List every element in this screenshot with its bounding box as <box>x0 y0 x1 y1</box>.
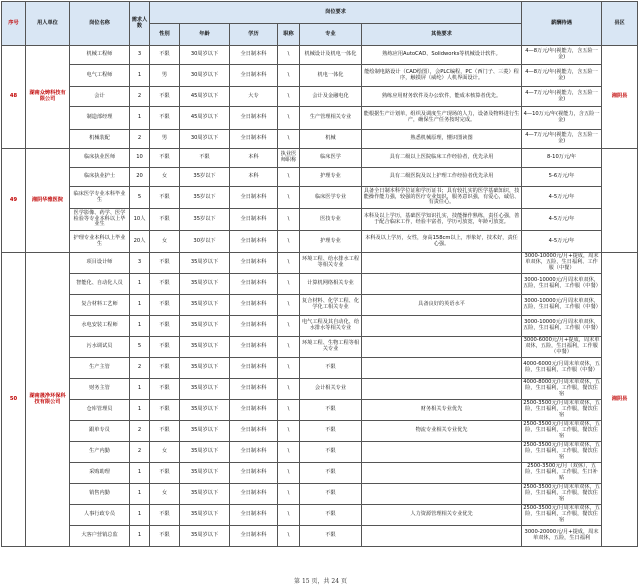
job-age: 35周岁以下 <box>180 274 230 295</box>
job-num: 1 <box>130 400 150 421</box>
job-other: 熟练应用AutoCAD、Solidworks等机械设计软件。 <box>362 46 522 65</box>
job-age: 35周岁以下 <box>180 295 230 316</box>
job-title: \ <box>278 337 300 358</box>
job-other: 财务相关专业优先 <box>362 400 522 421</box>
header-post: 岗位名称 <box>70 2 130 46</box>
job-title: \ <box>278 253 300 274</box>
job-post: 大客户营销总监 <box>70 526 130 547</box>
table-row <box>2 168 638 187</box>
job-pay: 4-5万元/年 <box>522 231 602 253</box>
job-other <box>362 442 522 463</box>
job-pay: 4—7万元/年(视能力，含五险一金) <box>522 87 602 107</box>
job-major: 护理专业 <box>300 168 362 187</box>
table-row <box>2 337 638 358</box>
job-other <box>362 274 522 295</box>
company-name: 湘阴华雅医院 <box>26 149 70 253</box>
job-gender: 不限 <box>150 253 180 274</box>
job-edu: 全日制本科 <box>230 463 278 484</box>
job-age: 35岁以下 <box>180 209 230 231</box>
job-other <box>362 358 522 379</box>
job-major: 临床医学专业 <box>300 187 362 209</box>
job-num: 1 <box>130 274 150 295</box>
job-major: 临床医学 <box>300 149 362 168</box>
job-num: 20 <box>130 168 150 187</box>
header-num: 需求人数 <box>130 2 150 46</box>
job-other: 具有二级医院及以上护理工作经验者优先录用 <box>362 168 522 187</box>
job-edu: 全日制本科 <box>230 253 278 274</box>
job-edu: 全日制本科 <box>230 295 278 316</box>
table-row <box>2 484 638 505</box>
job-num: 10 <box>130 149 150 168</box>
job-major: 护理专业 <box>300 231 362 253</box>
job-title: \ <box>278 421 300 442</box>
job-gender: 不限 <box>150 400 180 421</box>
job-title: \ <box>278 231 300 253</box>
job-gender: 不限 <box>150 149 180 168</box>
job-age: 30周岁以下 <box>180 130 230 149</box>
table-row <box>2 149 638 168</box>
job-post: 机械工程师 <box>70 46 130 65</box>
job-gender: 不限 <box>150 209 180 231</box>
table-row <box>2 400 638 421</box>
job-edu: 本科 <box>230 149 278 168</box>
job-pay: 3000-10000元/月周末单双休，五险，生日福利，工作服（中餐） <box>522 274 602 295</box>
job-other <box>362 316 522 337</box>
job-major: 机械设计及机电一体化 <box>300 46 362 65</box>
job-age: 30周岁以下 <box>180 46 230 65</box>
header-county: 县区 <box>602 2 638 46</box>
job-post: 项目设计师 <box>70 253 130 274</box>
job-major: 计算机网络相关专业 <box>300 274 362 295</box>
job-num: 1 <box>130 484 150 505</box>
header-major: 专业 <box>300 24 362 46</box>
company-seq: 48 <box>2 46 26 149</box>
job-gender: 不限 <box>150 505 180 526</box>
job-post: 跟单专员 <box>70 421 130 442</box>
job-edu: 全日制本科 <box>230 337 278 358</box>
job-num: 1 <box>130 463 150 484</box>
table-row <box>2 295 638 316</box>
job-other: 本科及以上学历，女性，身高158cm以上，形象好，技术好，责任心强。 <box>362 231 522 253</box>
job-gender: 女 <box>150 168 180 187</box>
table-row <box>2 107 638 130</box>
job-edu: 全日制本科 <box>230 358 278 379</box>
job-age: 45周岁以下 <box>180 107 230 130</box>
job-major: 环境工程、生物工程等相关专业 <box>300 337 362 358</box>
job-pay: 2500-3500元/月周末单双休，五险，生日福利，工作服，餐饮住宿 <box>522 442 602 463</box>
job-gender: 不限 <box>150 526 180 547</box>
job-edu: 全日制本科 <box>230 484 278 505</box>
job-post: 医学影像、药学、医学检验等专业本科以上毕业生 <box>70 209 130 231</box>
job-post: 财务主管 <box>70 379 130 400</box>
job-edu: 全日制本科 <box>230 379 278 400</box>
job-other <box>362 463 522 484</box>
job-pay: 2500-3500元/月周末单双休，五险，生日福利，工作服，餐饮住宿 <box>522 421 602 442</box>
header-req-group: 岗位要求 <box>150 2 522 24</box>
job-post: 机械装配 <box>70 130 130 149</box>
job-num: 2 <box>130 358 150 379</box>
job-pay: 4—8万元/年(视能力，含五险一金) <box>522 65 602 87</box>
job-age: 35周岁以下 <box>180 442 230 463</box>
job-major: 会计及金融电化 <box>300 87 362 107</box>
job-pay: 3000-6000元/月+提成，周末单双休，五险，生日福利，工作服（中餐） <box>522 337 602 358</box>
job-gender: 不限 <box>150 358 180 379</box>
job-major: 不限 <box>300 442 362 463</box>
job-num: 1 <box>130 526 150 547</box>
job-num: 10人 <box>130 209 150 231</box>
job-other: 能根据生产计划单，组织及调度生产现场的人力，设备及物料进行生产，确保生产任务按时完成。 <box>362 107 522 130</box>
job-edu: 全日制本科 <box>230 46 278 65</box>
header-unit: 用人单位 <box>26 2 70 46</box>
job-post: 会计 <box>70 87 130 107</box>
job-other: 物流专业相关专业优先 <box>362 421 522 442</box>
job-post: 水电安装工程师 <box>70 316 130 337</box>
job-gender: 不限 <box>150 463 180 484</box>
job-age: 不限 <box>180 149 230 168</box>
table-row <box>2 274 638 295</box>
job-other <box>362 484 522 505</box>
table-row <box>2 65 638 87</box>
job-pay: 4000-6000元/月周末单双休，五险，生日福利，工作服（中餐） <box>522 358 602 379</box>
job-num: 1 <box>130 505 150 526</box>
job-gender: 不限 <box>150 316 180 337</box>
job-pay: 2500-3500元/月周末单双休，五险，生日福利，工作服，餐饮住宿 <box>522 484 602 505</box>
job-major: 不限 <box>300 421 362 442</box>
job-other <box>362 379 522 400</box>
job-edu: 全日制本科 <box>230 505 278 526</box>
job-pay: 4000-8000元/月周末单双休，五险，生日福利，工作服，餐饮住宿 <box>522 379 602 400</box>
header-pay: 薪酬待遇 <box>522 2 602 46</box>
job-age: 35周岁以下 <box>180 337 230 358</box>
job-other <box>362 337 522 358</box>
job-edu: 全日制本科 <box>230 65 278 87</box>
company-name: 湖南晟净环保科技有限公司 <box>26 253 70 547</box>
table-row <box>2 505 638 526</box>
job-edu: 全日制本科 <box>230 130 278 149</box>
job-age: 35岁以下 <box>180 168 230 187</box>
job-edu: 全日制本科 <box>230 442 278 463</box>
job-other: 熟悉机械原理，懂识图读图 <box>362 130 522 149</box>
job-num: 1 <box>130 379 150 400</box>
job-title: \ <box>278 274 300 295</box>
job-title: \ <box>278 379 300 400</box>
job-pay: 4-5万元/年 <box>522 187 602 209</box>
job-pay: 4-5万元/年 <box>522 209 602 231</box>
job-gender: 不限 <box>150 107 180 130</box>
job-pay: 3000-10000元/月周末单双休，五险，生日福利，工作服（中餐） <box>522 295 602 316</box>
job-title: \ <box>278 46 300 65</box>
job-gender: 不限 <box>150 187 180 209</box>
job-age: 35周岁以下 <box>180 463 230 484</box>
job-num: 2 <box>130 442 150 463</box>
header-gender: 性别 <box>150 24 180 46</box>
job-major: 复合材料、化学工程、化学化工相关专业 <box>300 295 362 316</box>
job-major: 机械 <box>300 130 362 149</box>
job-pay: 4—7万元/年(视能力，含五险一金) <box>522 130 602 149</box>
job-num: 1 <box>130 65 150 87</box>
job-title: \ <box>278 130 300 149</box>
table-row <box>2 46 638 65</box>
job-edu: 全日制本科 <box>230 316 278 337</box>
job-gender: 女 <box>150 231 180 253</box>
job-num: 2 <box>130 130 150 149</box>
company-county: 湘阴县 <box>602 46 638 149</box>
job-other: 熟练应用财务软件及办公软件，能成本核算者优先。 <box>362 87 522 107</box>
job-title: \ <box>278 484 300 505</box>
job-title: \ <box>278 65 300 87</box>
company-county: 湘阴县 <box>602 253 638 547</box>
job-age: 35周岁以下 <box>180 526 230 547</box>
job-pay: 3000-10000元/月周末单双休，五险，生日福利，工作服（中餐） <box>522 316 602 337</box>
job-age: 30周岁以下 <box>180 65 230 87</box>
table-row <box>2 87 638 107</box>
job-post: 人事行政专员 <box>70 505 130 526</box>
job-pay: 2500-3500元/月周末单双休，五险，生日福利，工作服，餐饮住宿 <box>522 505 602 526</box>
job-title: 执业医师职称 <box>278 149 300 168</box>
job-major: 医技专业 <box>300 209 362 231</box>
job-age: 35周岁以下 <box>180 400 230 421</box>
job-age: 35周岁以下 <box>180 253 230 274</box>
job-age: 35周岁以下 <box>180 505 230 526</box>
job-num: 1 <box>130 316 150 337</box>
job-gender: 不限 <box>150 46 180 65</box>
company-county <box>602 149 638 253</box>
recruitment-table <box>1 1 638 547</box>
job-pay: 2500-3500元/月周末单双休，五险，生日福利，工作服，餐饮住宿 <box>522 400 602 421</box>
job-title: \ <box>278 316 300 337</box>
table-row <box>2 253 638 274</box>
job-other: 本科及以上学历，基础医学知识扎实，技能操作熟练，责任心强，善于配合临床工作，经验丰富者，学历可放宽，年龄可放宽。 <box>362 209 522 231</box>
header-seq: 序号 <box>2 2 26 46</box>
job-num: 2 <box>130 421 150 442</box>
job-title: \ <box>278 505 300 526</box>
job-pay: 3000-10000元/月+提成，周末单双休，五险，生日福利、工作服（中餐） <box>522 253 602 274</box>
job-num: 2 <box>130 87 150 107</box>
job-num: 5 <box>130 337 150 358</box>
table-row <box>2 187 638 209</box>
company-seq: 49 <box>2 149 26 253</box>
job-age: 35岁以下 <box>180 187 230 209</box>
job-title: \ <box>278 209 300 231</box>
job-major: 不限 <box>300 505 362 526</box>
job-post: 污水调试员 <box>70 337 130 358</box>
job-major: 电气工程及其自动化、给水排水等相关专业 <box>300 316 362 337</box>
header-edu: 学历 <box>230 24 278 46</box>
job-pay: 4—8万元/年(视能力，含五险一金) <box>522 46 602 65</box>
job-major: 环境工程、给水排水工程等相关专业 <box>300 253 362 274</box>
job-post: 生产内勤 <box>70 442 130 463</box>
job-post: 销售内勤 <box>70 484 130 505</box>
job-post: 采购助理 <box>70 463 130 484</box>
job-gender: 不限 <box>150 87 180 107</box>
job-pay: 8-10万元/年 <box>522 149 602 168</box>
job-major: 不限 <box>300 463 362 484</box>
job-post: 护理专业本科以上毕业生 <box>70 231 130 253</box>
job-age: 35周岁以下 <box>180 484 230 505</box>
job-gender: 不限 <box>150 379 180 400</box>
job-post: 制造部经理 <box>70 107 130 130</box>
table-row <box>2 526 638 547</box>
job-age: 35周岁以下 <box>180 358 230 379</box>
job-gender: 不限 <box>150 421 180 442</box>
job-post: 临床执业护士 <box>70 168 130 187</box>
table-row <box>2 130 638 149</box>
table-row <box>2 442 638 463</box>
job-edu: 全日制本科 <box>230 107 278 130</box>
job-post: 电气工程师 <box>70 65 130 87</box>
job-post: 临床执业医师 <box>70 149 130 168</box>
job-other: 具有二级以上医院临床工作经验者，优先录用 <box>362 149 522 168</box>
company-seq: 50 <box>2 253 26 547</box>
job-post: 仓库管理员 <box>70 400 130 421</box>
job-gender: 不限 <box>150 274 180 295</box>
job-major: 不限 <box>300 484 362 505</box>
job-other: 人力资源管理相关专业优先 <box>362 505 522 526</box>
job-major: 会计相关专业 <box>300 379 362 400</box>
job-edu: 全日制本科 <box>230 526 278 547</box>
header-age: 年龄 <box>180 24 230 46</box>
job-edu: 全日制本科 <box>230 209 278 231</box>
job-num: 1 <box>130 295 150 316</box>
job-title: \ <box>278 107 300 130</box>
table-row <box>2 231 638 253</box>
job-gender: 男 <box>150 130 180 149</box>
job-other: 具备全日制本科学位证和学历证书；具有较扎实的医学基础知识，技能操作能力强，较强的医疗专业知识，服务意识强，有爱心，诚信、有责任心。 <box>362 187 522 209</box>
job-post: 复合材料工艺师 <box>70 295 130 316</box>
job-other: 能绘制电路设计（CAD绘图），会PLC编程，PC（西门子、三菱）程序，触摸屏（威纶）人机界面设计。 <box>362 65 522 87</box>
job-gender: 不限 <box>150 295 180 316</box>
job-edu: 全日制本科 <box>230 187 278 209</box>
job-title: \ <box>278 400 300 421</box>
job-other <box>362 526 522 547</box>
job-age: 45周岁以下 <box>180 87 230 107</box>
job-gender: 男 <box>150 65 180 87</box>
page-footer: 第 15 页，共 24 页 <box>294 578 347 585</box>
job-num: 3 <box>130 253 150 274</box>
table-row <box>2 379 638 400</box>
job-edu: 本科 <box>230 168 278 187</box>
table-row <box>2 316 638 337</box>
header-title: 职称 <box>278 24 300 46</box>
job-other <box>362 253 522 274</box>
header-other: 其他要求 <box>362 24 522 46</box>
table-body <box>2 46 638 547</box>
job-age: 30岁以下 <box>180 231 230 253</box>
job-major: 不限 <box>300 400 362 421</box>
job-num: 3 <box>130 46 150 65</box>
job-title: \ <box>278 526 300 547</box>
company-name: 湖南众铸科技有限公司 <box>26 46 70 149</box>
table-row <box>2 358 638 379</box>
job-major: 生产管理相关专业 <box>300 107 362 130</box>
job-pay: 5-6万元/年 <box>522 168 602 187</box>
job-age: 35周岁以下 <box>180 316 230 337</box>
table-row <box>2 421 638 442</box>
job-gender: 不限 <box>150 337 180 358</box>
job-title: \ <box>278 295 300 316</box>
job-gender: 女 <box>150 442 180 463</box>
job-major: 机电一体化 <box>300 65 362 87</box>
job-pay: 2500-3500元/月（双休），五险，生日福利，工作服，生日补贴 <box>522 463 602 484</box>
job-edu: 全日制本科 <box>230 421 278 442</box>
job-title: \ <box>278 87 300 107</box>
job-edu: 全日制本科 <box>230 400 278 421</box>
job-post: 生产主管 <box>70 358 130 379</box>
job-age: 35周岁以下 <box>180 421 230 442</box>
job-gender: 女 <box>150 484 180 505</box>
job-major: 不限 <box>300 358 362 379</box>
job-post: 临床医学专业本科毕业生 <box>70 187 130 209</box>
job-edu: 全日制本科 <box>230 231 278 253</box>
job-title: \ <box>278 463 300 484</box>
job-title: \ <box>278 358 300 379</box>
job-pay: 3000-20000元/月+提成，周末单双休，五险，生日福利 <box>522 526 602 547</box>
job-pay: 4—10万元/年(视能力，含五险一金) <box>522 107 602 130</box>
job-title: \ <box>278 187 300 209</box>
job-title: \ <box>278 168 300 187</box>
job-title: \ <box>278 442 300 463</box>
job-num: 5 <box>130 187 150 209</box>
job-edu: 全日制本科 <box>230 274 278 295</box>
job-other: 具备良好的英语水平 <box>362 295 522 316</box>
job-edu: 大专 <box>230 87 278 107</box>
job-num: 1 <box>130 107 150 130</box>
job-major: 不限 <box>300 526 362 547</box>
job-post: 智能化、自动化人员 <box>70 274 130 295</box>
table-row <box>2 209 638 231</box>
job-num: 20人 <box>130 231 150 253</box>
table-row <box>2 463 638 484</box>
job-age: 35周岁以下 <box>180 379 230 400</box>
